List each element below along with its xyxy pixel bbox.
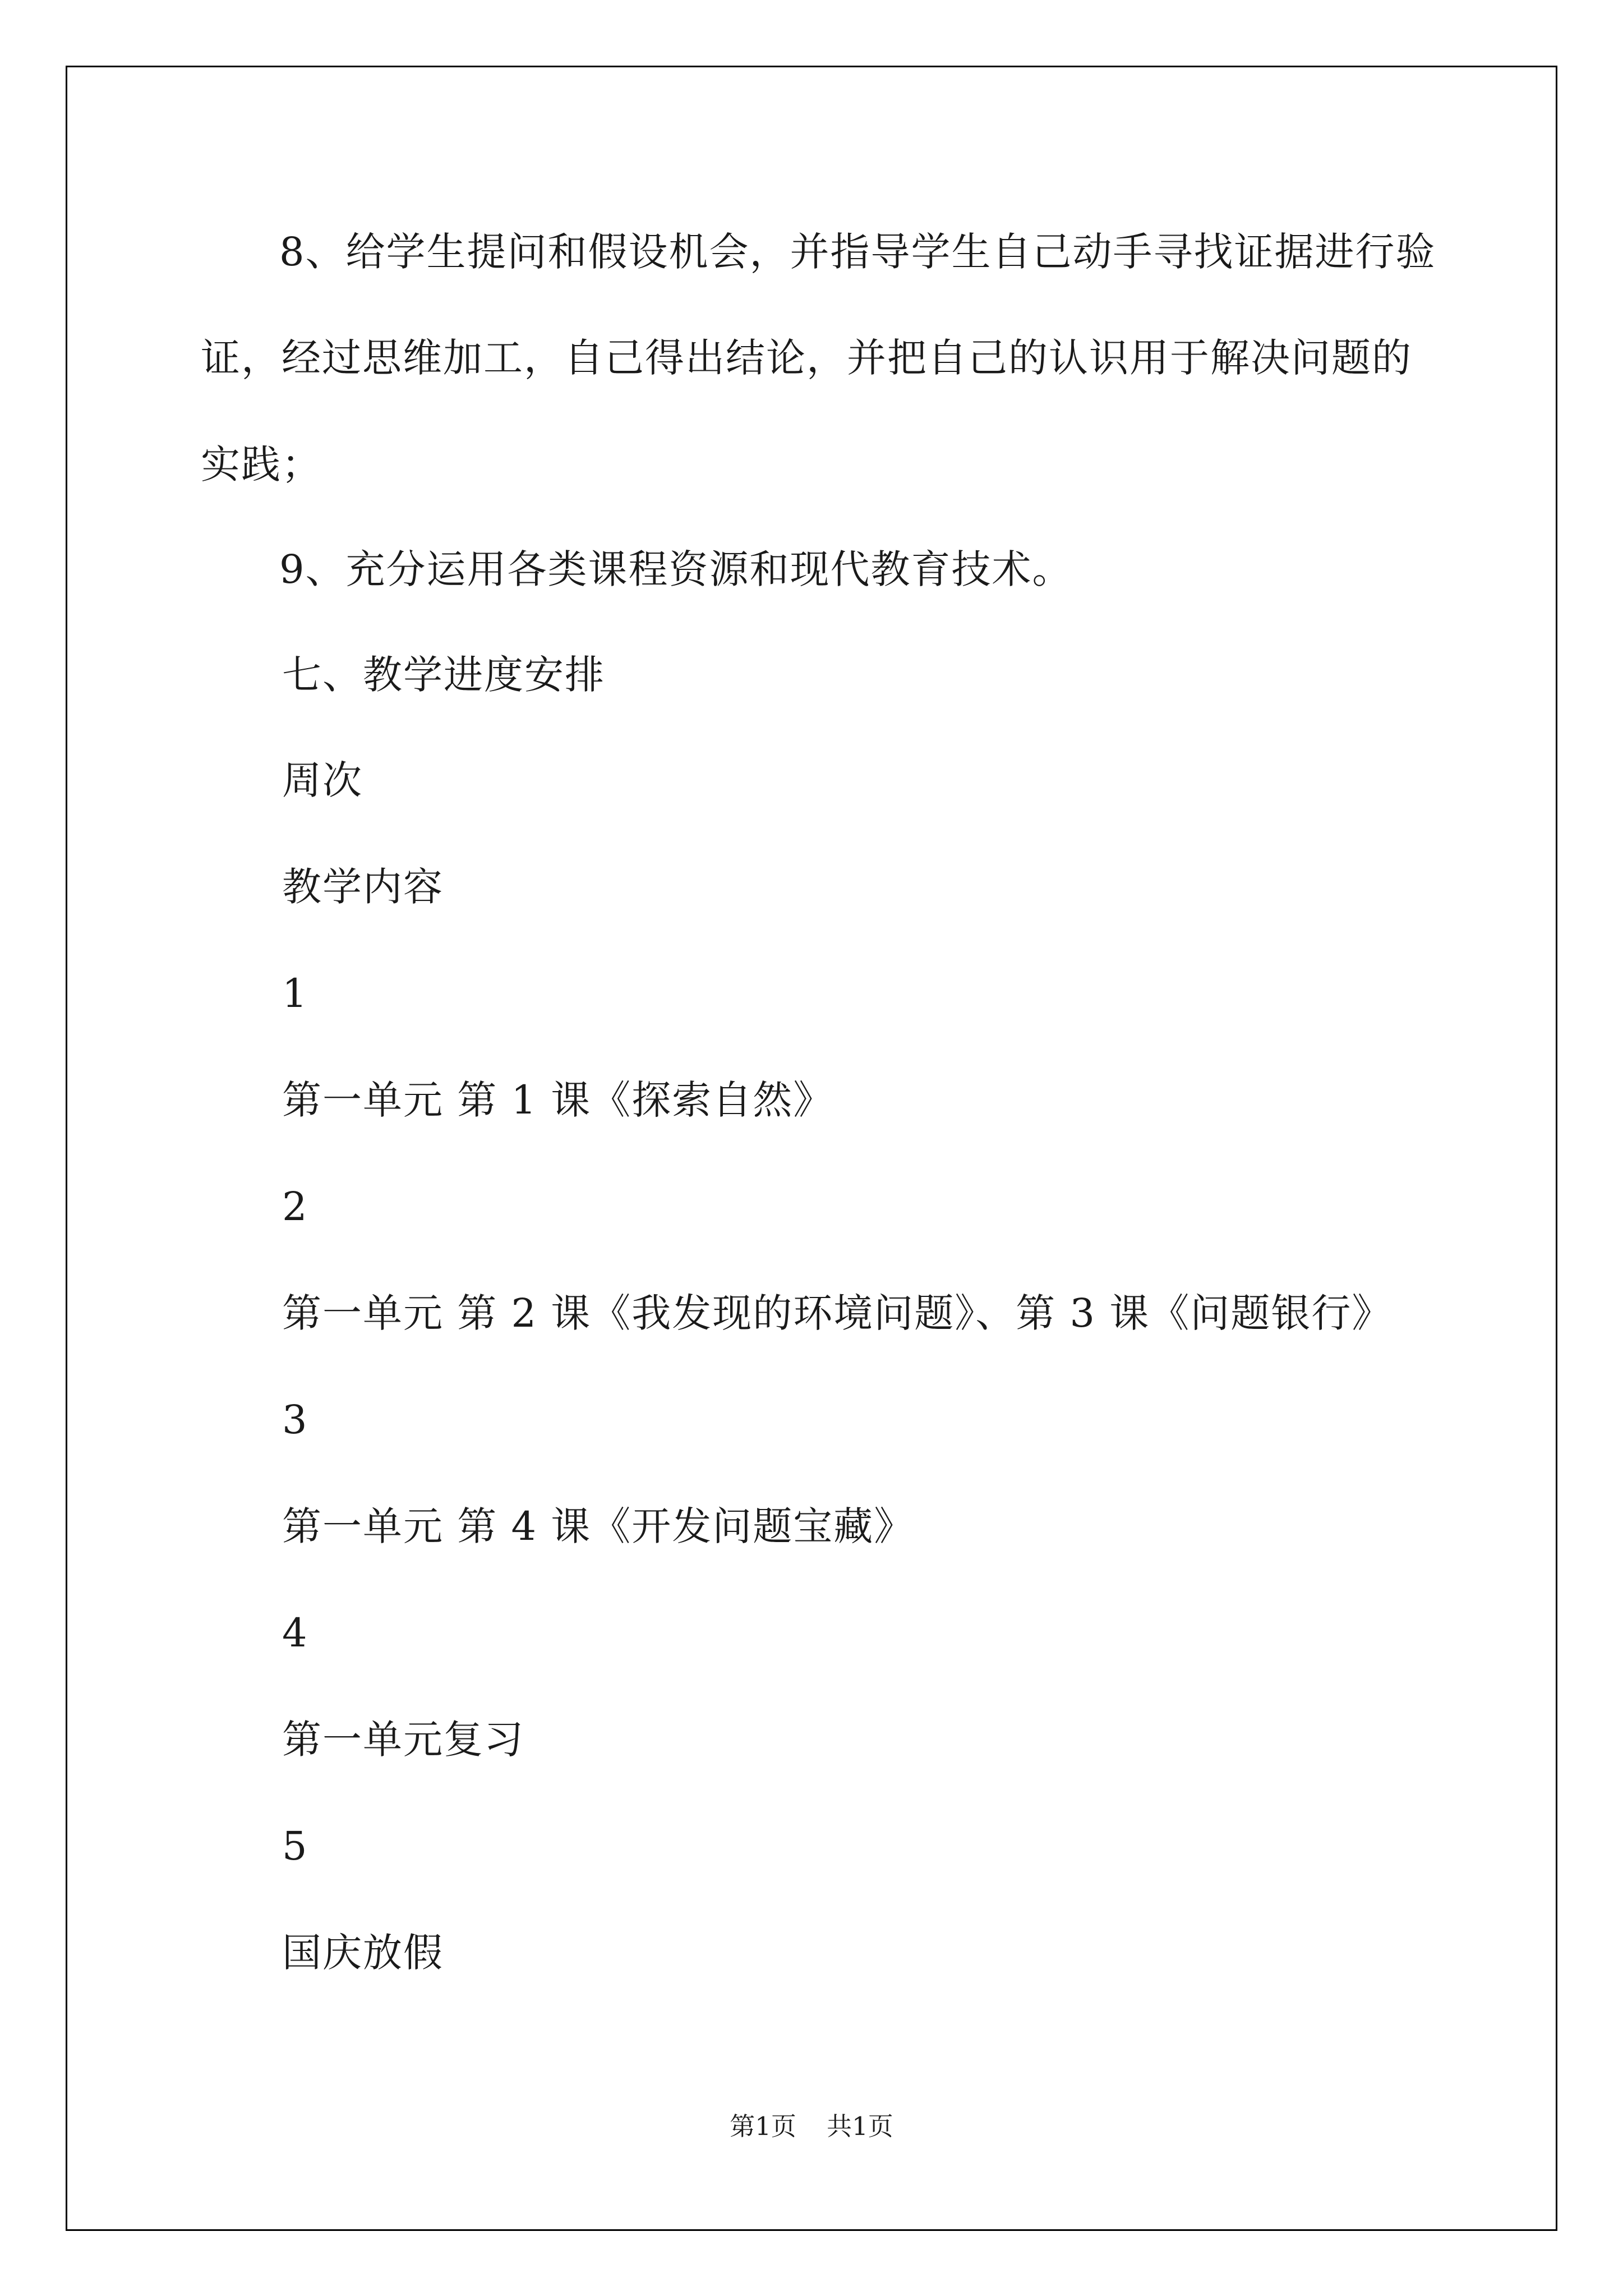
schedule-week: 1 [282,970,308,1016]
schedule-week: 2 [282,1184,308,1230]
page-border [66,66,1557,2231]
section-heading: 七、教学进度安排 [282,652,605,698]
paragraph-8-line-3: 实践； [201,441,322,487]
schedule-content: 第一单元 第 1 课《探索自然》 [282,1077,834,1123]
schedule-week: 5 [282,1823,308,1869]
schedule-content: 第一单元 第 2 课《我发现的环境问题》、第 3 课《问题银行》 [282,1290,1393,1336]
schedule-content: 国庆放假 [282,1930,444,1976]
schedule-content: 第一单元复习 [282,1717,524,1763]
schedule-content: 第一单元 第 4 课《开发问题宝藏》 [282,1503,915,1549]
page-number-total: 共1页 [827,2111,893,2141]
page-footer [0,2111,1623,2141]
paragraph-9: 9、充分运用各类课程资源和现代教育技术。 [279,546,1073,592]
schedule-week: 4 [282,1610,308,1656]
paragraph-8-line-1: 8、给学生提问和假设机会，并指导学生自己动手寻找证据进行验 [279,229,1436,275]
page-number-current: 第1页 [730,2111,796,2141]
paragraph-8-line-2: 证，经过思维加工，自己得出结论，并把自己的认识用于解决问题的 [201,335,1412,381]
schedule-week: 3 [282,1397,308,1443]
schedule-header-week: 周次 [282,757,363,803]
schedule-header-content: 教学内容 [282,864,444,910]
